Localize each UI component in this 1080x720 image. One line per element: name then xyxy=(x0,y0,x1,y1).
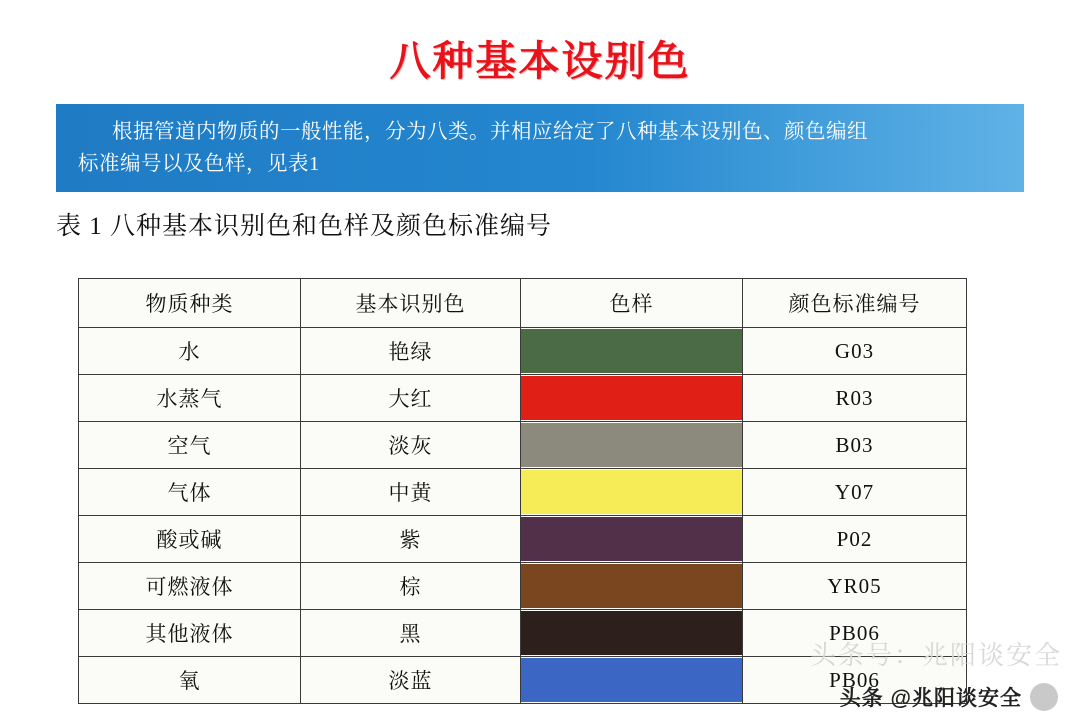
cell-swatch xyxy=(521,563,743,610)
cell-code: YR05 xyxy=(743,563,967,610)
table-row xyxy=(79,563,967,610)
cell-swatch xyxy=(521,657,743,704)
cell-code: G03 xyxy=(743,328,967,375)
cell-code: PB06 xyxy=(743,610,967,657)
cell-swatch xyxy=(521,469,743,516)
color-swatch xyxy=(521,611,742,655)
page-title: 八种基本设别色 xyxy=(389,38,691,84)
color-swatch xyxy=(521,564,742,608)
footer-brand-label: 头条 @兆阳谈安全 xyxy=(839,687,1022,710)
column-header-kind: 物质种类 xyxy=(79,279,301,328)
avatar xyxy=(1030,683,1058,711)
watermark-text: 头条号：兆阳谈安全 xyxy=(809,640,1062,670)
cell-color-name: 棕 xyxy=(301,563,521,610)
cell-color-name: 淡灰 xyxy=(301,422,521,469)
cell-kind: 空气 xyxy=(79,422,301,469)
table-row xyxy=(79,375,967,422)
table-header-row xyxy=(79,279,967,328)
column-header-swatch: 色样 xyxy=(521,279,743,328)
cell-color-name: 大红 xyxy=(301,375,521,422)
cell-code: Y07 xyxy=(743,469,967,516)
color-swatch xyxy=(521,423,742,467)
cell-swatch xyxy=(521,328,743,375)
table-row xyxy=(79,516,967,563)
cell-kind: 气体 xyxy=(79,469,301,516)
table-row xyxy=(79,328,967,375)
color-swatch xyxy=(521,376,742,420)
intro-line-1: 根据管道内物质的一般性能，分为八类。并相应给定了八种基本设别色、颜色编组 xyxy=(112,121,868,143)
cell-code: B03 xyxy=(743,422,967,469)
table-row xyxy=(79,469,967,516)
intro-banner xyxy=(56,104,1024,192)
cell-swatch xyxy=(521,516,743,563)
color-swatch xyxy=(521,470,742,514)
cell-swatch xyxy=(521,610,743,657)
cell-color-name: 艳绿 xyxy=(301,328,521,375)
table-row xyxy=(79,422,967,469)
cell-kind: 可燃液体 xyxy=(79,563,301,610)
cell-code: PB06 xyxy=(743,657,967,704)
color-swatch xyxy=(521,329,742,373)
column-header-code: 颜色标准编号 xyxy=(743,279,967,328)
cell-code: P02 xyxy=(743,516,967,563)
footer-brand xyxy=(840,682,1058,712)
cell-kind: 氧 xyxy=(79,657,301,704)
table-caption: 表 1 八种基本识别色和色样及颜色标准编号 xyxy=(56,213,553,240)
cell-kind: 其他液体 xyxy=(79,610,301,657)
cell-color-name: 淡蓝 xyxy=(301,657,521,704)
cell-swatch xyxy=(521,375,743,422)
cell-color-name: 黑 xyxy=(301,610,521,657)
cell-color-name: 紫 xyxy=(301,516,521,563)
cell-kind: 水蒸气 xyxy=(79,375,301,422)
column-header-color-name: 基本识别色 xyxy=(301,279,521,328)
color-swatch xyxy=(521,658,742,702)
cell-code: R03 xyxy=(743,375,967,422)
cell-swatch xyxy=(521,422,743,469)
cell-kind: 水 xyxy=(79,328,301,375)
cell-kind: 酸或碱 xyxy=(79,516,301,563)
cell-color-name: 中黄 xyxy=(301,469,521,516)
color-swatch xyxy=(521,517,742,561)
intro-line-2: 标准编号以及色样，见表1 xyxy=(78,153,320,175)
